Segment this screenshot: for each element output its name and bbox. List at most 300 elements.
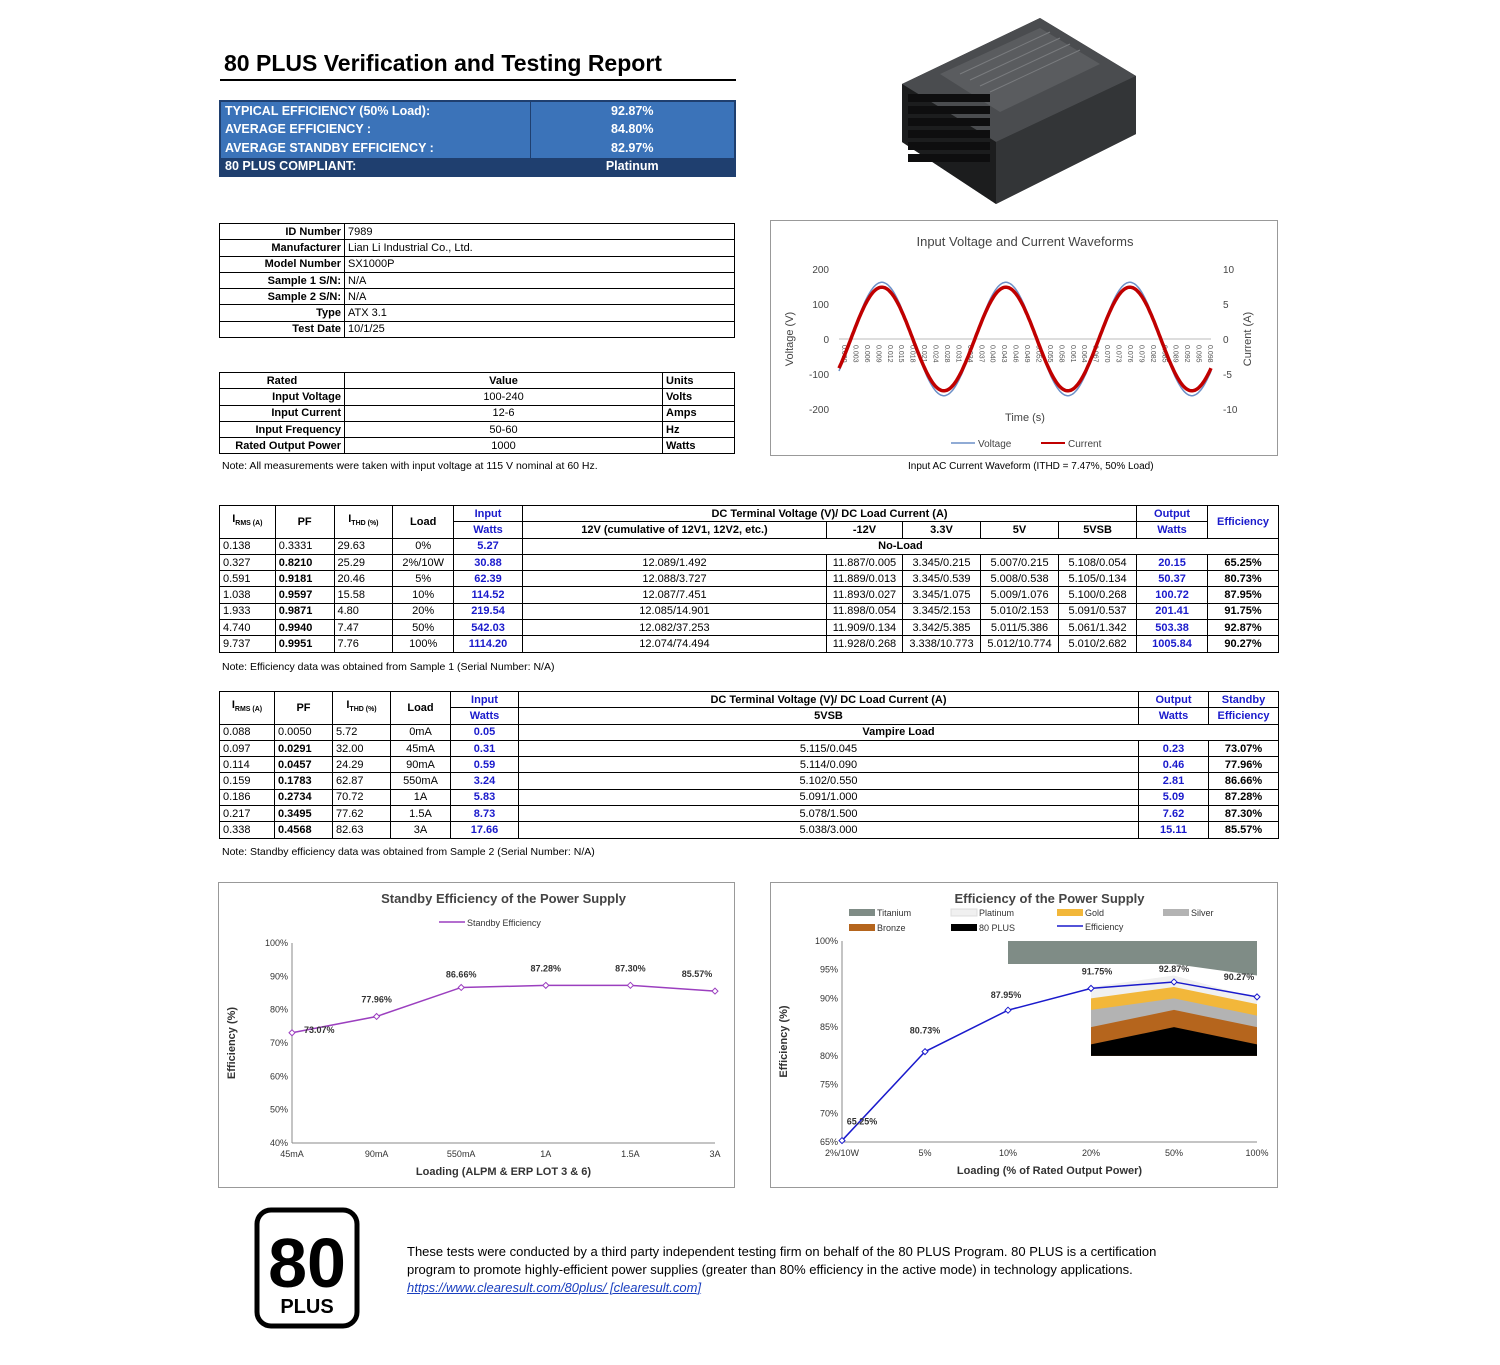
cell: 12.085/14.901 [522,603,826,619]
table-row [220,224,735,240]
cell: 5.108/0.054 [1059,554,1137,570]
y-tick-right: -5 [1223,370,1232,381]
table-row [220,240,735,256]
x-tick: 0.028 [942,345,950,363]
table-row [220,421,735,437]
cell: 5.091/0.537 [1059,603,1137,619]
y-tick-left: 0 [823,335,829,346]
summary-value: 84.80% [530,120,735,139]
cell: 503.38 [1137,620,1208,636]
cell: 80.73% [1208,571,1279,587]
table-row [220,321,735,337]
x-tick: 1.5A [621,1149,640,1159]
x-tick: 0.024 [931,345,939,363]
cell: 0.1783 [275,773,333,789]
table-row [220,389,735,405]
cell: 5.061/1.342 [1059,620,1137,636]
x-tick: 0.052 [1034,345,1042,363]
y-tick: 80% [269,1004,288,1015]
summary-row [220,101,735,120]
cell: 3.24 [451,773,519,789]
cell: 1.038 [220,587,276,603]
cell: 50% [393,620,454,636]
cell: 4.740 [220,620,276,636]
cell: 100.72 [1137,587,1208,603]
x-tick: 0.006 [862,345,870,363]
output-header: Output [1139,692,1209,708]
cell: 100% [393,636,454,652]
rated-value: 100-240 [345,389,663,405]
load-header: Load [393,506,454,539]
cell: 3.345/2.153 [902,603,980,619]
cell: 5% [393,571,454,587]
cell: 3.345/1.075 [902,587,980,603]
efficiency-chart [770,882,1278,1188]
rated-value: 50-60 [345,421,663,437]
cell: 0.327 [220,554,276,570]
cell: 11.889/0.013 [826,571,902,587]
data-point [289,1030,295,1036]
x-tick: 45mA [280,1149,304,1159]
x-tick: 0.061 [1068,345,1076,363]
cell: 5.012/10.774 [981,636,1059,652]
y-tick: 70% [269,1038,288,1048]
x-axis-label: Time (s) [1005,412,1045,424]
cell: 7.62 [1139,806,1209,822]
data-label: 90.27% [1223,971,1255,982]
3v3-header: 3.3V [902,522,980,538]
cell: 201.41 [1137,603,1208,619]
input-header: Input [454,506,523,522]
table-row [220,757,1279,773]
x-tick: 5% [918,1148,932,1158]
x-tick: 3A [709,1149,721,1159]
cell: 0.9597 [275,587,334,603]
efficiency-header: Efficiency [1208,506,1279,539]
y-tick: 70% [819,1108,838,1119]
x-tick: 0.043 [1000,345,1008,363]
data-label: 77.96% [361,994,392,1005]
x-tick: 0.021 [920,345,928,363]
cell: 25.29 [334,554,393,570]
summary-table [219,100,736,177]
x-tick: 0.034 [965,345,973,363]
x-tick: 0.003 [851,345,859,363]
x-tick: 0.046 [1011,345,1019,363]
rated-table [219,372,735,454]
cell: 2.81 [1139,773,1209,789]
rated-unit: Amps [663,405,735,421]
cell: 12.082/37.253 [522,620,826,636]
x-tick: 0.031 [954,345,962,363]
irms-header: $I_{RMS (A)}$ [220,506,276,539]
info-label: Model Number [220,256,345,272]
cell: 87.95% [1208,587,1279,603]
output-header-2: Watts [1139,708,1209,724]
x-tick: 2%/10W [824,1148,860,1158]
cell: 29.63 [334,538,393,554]
cell: 5.010/2.682 [1059,636,1137,652]
table-row [220,438,735,454]
80plus-logo [254,1207,360,1329]
cell: 1005.84 [1137,636,1208,652]
summary-value: Platinum [530,158,735,176]
x-tick: 0.082 [1148,345,1156,363]
vampire-load-label: Vampire Load [519,724,1279,740]
table-row [220,272,735,288]
cell: 5.010/2.153 [981,603,1059,619]
x-tick: 0.049 [1023,345,1030,363]
rated-unit: Watts [663,438,735,454]
cell: 5.100/0.268 [1059,587,1137,603]
chart-title: Efficiency of the Power Supply [954,891,1145,906]
summary-row [220,139,735,158]
data-label: 86.66% [445,969,477,980]
cell: 5.007/0.215 [981,554,1059,570]
cell: 20% [393,603,454,619]
info-table [219,223,735,338]
info-label: Sample 2 S/N: [220,289,345,305]
cell: 0.31 [451,740,519,756]
legend-label: Gold [1085,908,1105,918]
cell: 0.9951 [275,636,334,652]
cell: 0.23 [1139,740,1209,756]
x-tick: 0.040 [988,345,996,363]
legend-label: Bronze [877,923,906,933]
cell: 82.63 [333,822,391,838]
legend-label: Standby Efficiency [467,918,541,928]
cell: 5.72 [333,724,391,740]
footer-text [407,1243,1187,1297]
info-value: 10/1/25 [345,321,735,337]
legend-swatch [951,924,977,931]
ithd-header: $I_{THD (\%)}$ [334,506,393,539]
legend-swatch [1163,909,1189,916]
cell: 5.102/0.550 [519,773,1139,789]
cell: 114.52 [454,587,523,603]
cell: 1A [391,789,451,805]
cell: 0.338 [220,822,275,838]
cell: 0.159 [220,773,275,789]
rated-label: Input Voltage [220,389,345,405]
x-axis-label: Loading (ALPM & ERP LOT 3 & 6) [415,1166,592,1178]
cell: 0.0050 [275,724,333,740]
rated-label: Rated Output Power [220,438,345,454]
data-point [374,1013,380,1019]
info-value: ATX 3.1 [345,305,735,321]
cell: 8.73 [451,806,519,822]
y-axis-label-left: Voltage (V) [784,311,796,367]
standby-table [219,691,1279,839]
dc-note: Note: Efficiency data was obtained from Sample 1 (Serial Number: N/A) [222,661,555,673]
table-row [220,305,735,321]
cell: 0.088 [220,724,275,740]
band-titanium [1008,941,1257,975]
cell: 1114.20 [454,636,523,652]
standby-header-2: Efficiency [1209,708,1279,724]
data-point [543,982,549,988]
cell: 5.115/0.045 [519,740,1139,756]
y-axis-label: Efficiency (%) [226,1006,238,1080]
cell: 11.898/0.054 [826,603,902,619]
table-row [220,554,1279,570]
table-row [220,789,1279,805]
cell: 3.338/10.773 [902,636,980,652]
y-tick: 40% [269,1138,288,1148]
cell: 85.57% [1209,822,1279,838]
y-tick-left: -100 [808,370,829,381]
table-row [220,603,1279,619]
cell: 7.76 [334,636,393,652]
summary-label: AVERAGE STANDBY EFFICIENCY : [225,141,434,155]
chart-title: Standby Efficiency of the Power Supply [381,891,626,906]
y-tick: 100% [814,936,838,946]
info-value: 7989 [345,224,735,240]
info-label: ID Number [220,224,345,240]
summary-label: 80 PLUS COMPLIANT: [220,158,530,176]
dc-terminal-header: DC Terminal Voltage (V)/ DC Load Current (A) [519,692,1139,708]
table-row [220,636,1279,652]
x-tick: 10% [998,1148,1018,1158]
y-tick: 75% [819,1079,838,1090]
cell: 12.089/1.492 [522,554,826,570]
svg-text:PLUS: PLUS [280,1296,334,1318]
y-tick: 90% [819,993,838,1004]
cell: 50.37 [1137,571,1208,587]
cell: 5.091/1.000 [519,789,1139,805]
x-tick: 0.085 [1160,345,1168,363]
footer-link[interactable]: https://www.clearesult.com/80plus/ [clearesult.com] [407,1280,702,1295]
y-tick: 65% [819,1137,838,1147]
title-rule [220,79,736,81]
output-header: Output [1137,506,1208,522]
psu-product-image [900,14,1140,220]
y-tick-right: 5 [1223,300,1229,311]
svg-text:80: 80 [268,1224,346,1302]
x-tick: 0.012 [885,345,893,363]
x-tick: 0.092 [1183,345,1191,363]
rated-value: 1000 [345,438,663,454]
cell: 73.07% [1209,740,1279,756]
y-tick: 90% [269,971,288,982]
cell: 87.28% [1209,789,1279,805]
cell: 90mA [391,757,451,773]
cell: 0% [393,538,454,554]
info-value: N/A [345,289,735,305]
cell: 3.342/5.385 [902,620,980,636]
cell: 10% [393,587,454,603]
cell: 5.105/0.134 [1059,571,1137,587]
cell: 0.2734 [275,789,333,805]
no-load-label: No-Load [522,538,1278,554]
chart-title: Input Voltage and Current Waveforms [916,234,1134,249]
minus12v-header: -12V [826,522,902,538]
x-tick: 0.070 [1103,345,1111,363]
rated-label: Input Frequency [220,421,345,437]
cell: 17.66 [451,822,519,838]
cell: 70.72 [333,789,391,805]
y-axis-label: Efficiency (%) [778,1005,790,1078]
y-tick: 95% [819,964,838,975]
cell: 30.88 [454,554,523,570]
table-row [220,289,735,305]
summary-value: 82.97% [530,139,735,158]
cell: 0.0457 [275,757,333,773]
input-header-2: Watts [454,522,523,538]
data-point [458,984,464,990]
data-label: 91.75% [1081,966,1113,977]
cell: 0mA [391,724,451,740]
x-tick: 1A [540,1149,552,1159]
cell: 77.62 [333,806,391,822]
cell: 5.008/0.538 [981,571,1059,587]
cell: 0.46 [1139,757,1209,773]
5vsb-header: 5VSB [1059,522,1137,538]
rated-unit: Hz [663,421,735,437]
data-label: 92.87% [1158,963,1190,974]
legend-voltage: Voltage [978,439,1012,450]
rated-value: 12-6 [345,405,663,421]
info-label: Test Date [220,321,345,337]
y-tick: 85% [819,1022,838,1033]
table-row [220,405,735,421]
x-tick: 0.073 [1114,345,1122,363]
legend-label: Platinum [979,908,1015,918]
cell: 7.47 [334,620,393,636]
y-tick: 50% [269,1104,288,1115]
standby-efficiency-chart [218,882,735,1188]
cell: 11.928/0.268 [826,636,902,652]
cell: 0.9181 [275,571,334,587]
waveform-chart [770,220,1278,456]
y-tick-right: 0 [1223,335,1229,346]
x-tick: 0.098 [1206,345,1213,363]
data-label: 80.73% [909,1025,941,1036]
x-tick: 0.095 [1194,345,1202,363]
cell: 5.27 [454,538,523,554]
cell: 24.29 [333,757,391,773]
x-tick: 0.067 [1091,345,1099,363]
rated-unit: Volts [663,389,735,405]
ithd-header: $I_{THD (\%)}$ [333,692,391,725]
table-row [220,571,1279,587]
x-tick: 0.079 [1137,345,1145,363]
cell: 0.0291 [275,740,333,756]
x-axis-label: Loading (% of Rated Output Power) [956,1165,1143,1177]
legend-label: Silver [1191,908,1214,918]
cell: 5.114/0.090 [519,757,1139,773]
table-row [220,724,1279,740]
y-tick-right: -10 [1223,405,1238,416]
rated-label: Input Current [220,405,345,421]
data-label: 85.57% [681,969,713,980]
legend-swatch [951,909,977,916]
info-label: Sample 1 S/N: [220,272,345,288]
x-tick: 0.037 [977,345,985,363]
table-row [220,587,1279,603]
cell: 3.345/0.215 [902,554,980,570]
dc-terminal-header: DC Terminal Voltage (V)/ DC Load Current (A) [522,506,1136,522]
cell: 65.25% [1208,554,1279,570]
data-point [1005,1007,1011,1013]
cell: 15.11 [1139,822,1209,838]
5vsb-header: 5VSB [519,708,1139,724]
cell: 1.5A [391,806,451,822]
report-title: 80 PLUS Verification and Testing Report [224,50,662,76]
load-header: Load [391,692,451,725]
cell: 0.9871 [275,603,334,619]
cell: 77.96% [1209,757,1279,773]
cell: 5.078/1.500 [519,806,1139,822]
cell: 11.909/0.134 [826,620,902,636]
cell: 62.39 [454,571,523,587]
cell: 550mA [391,773,451,789]
cell: 20.15 [1137,554,1208,570]
12v-header: 12V (cumulative of 12V1, 12V2, etc.) [522,522,826,538]
x-tick: 0.055 [1045,345,1053,363]
standby-note: Note: Standby efficiency data was obtained from Sample 2 (Serial Number: N/A) [222,846,595,858]
table-row [220,740,1279,756]
input-header: Input [451,692,519,708]
cell: 0.05 [451,724,519,740]
data-label: 65.25% [846,1116,878,1127]
cell: 12.088/3.727 [522,571,826,587]
pf-header: PF [275,692,333,725]
cell: 0.217 [220,806,275,822]
cell: 20.46 [334,571,393,587]
x-tick: 0.064 [1080,345,1088,363]
x-tick: 0.000 [840,345,847,363]
output-header-2: Watts [1137,522,1208,538]
y-tick: 80% [819,1050,838,1061]
cell: 15.58 [334,587,393,603]
cell: 87.30% [1209,806,1279,822]
data-label: 73.07% [304,1024,335,1035]
info-label: Type [220,305,345,321]
cell: 0.8210 [275,554,334,570]
cell: 1.933 [220,603,276,619]
x-tick: 0.089 [1171,345,1179,363]
standby-header: Standby [1209,692,1279,708]
cell: 0.138 [220,538,276,554]
info-value: N/A [345,272,735,288]
table-row [220,620,1279,636]
cell: 9.737 [220,636,276,652]
cell: 0.3331 [275,538,334,554]
cell: 12.087/7.451 [522,587,826,603]
cell: 4.80 [334,603,393,619]
cell: 5.83 [451,789,519,805]
x-tick: 90mA [364,1149,389,1159]
cell: 0.3495 [275,806,333,822]
cell: 0.4568 [275,822,333,838]
legend-current: Current [1068,439,1102,450]
pf-header: PF [275,506,334,539]
x-tick: 50% [1164,1148,1184,1158]
y-axis-label-right: Current (A) [1242,311,1254,367]
cell: 11.893/0.027 [826,587,902,603]
cell: 0.114 [220,757,275,773]
rated-header: Rated [220,373,345,389]
waveform-caption: Input AC Current Waveform (ITHD = 7.47%, 50% Load) [908,461,1154,472]
value-header: Value [345,373,663,389]
x-tick: 0.018 [908,345,916,363]
info-value: Lian Li Industrial Co., Ltd. [345,240,735,256]
irms-header: $I_{RMS (A)}$ [220,692,275,725]
cell: 0.59 [451,757,519,773]
footer-description: These tests were conducted by a third party independent testing firm on behalf of the 80 PLUS Program. 80 PLUS is a certification program to promote highly-efficient power supplies (greater than 80% efficiency in the active mode) in technology applications. [407,1244,1157,1277]
x-tick: 20% [1081,1148,1101,1158]
